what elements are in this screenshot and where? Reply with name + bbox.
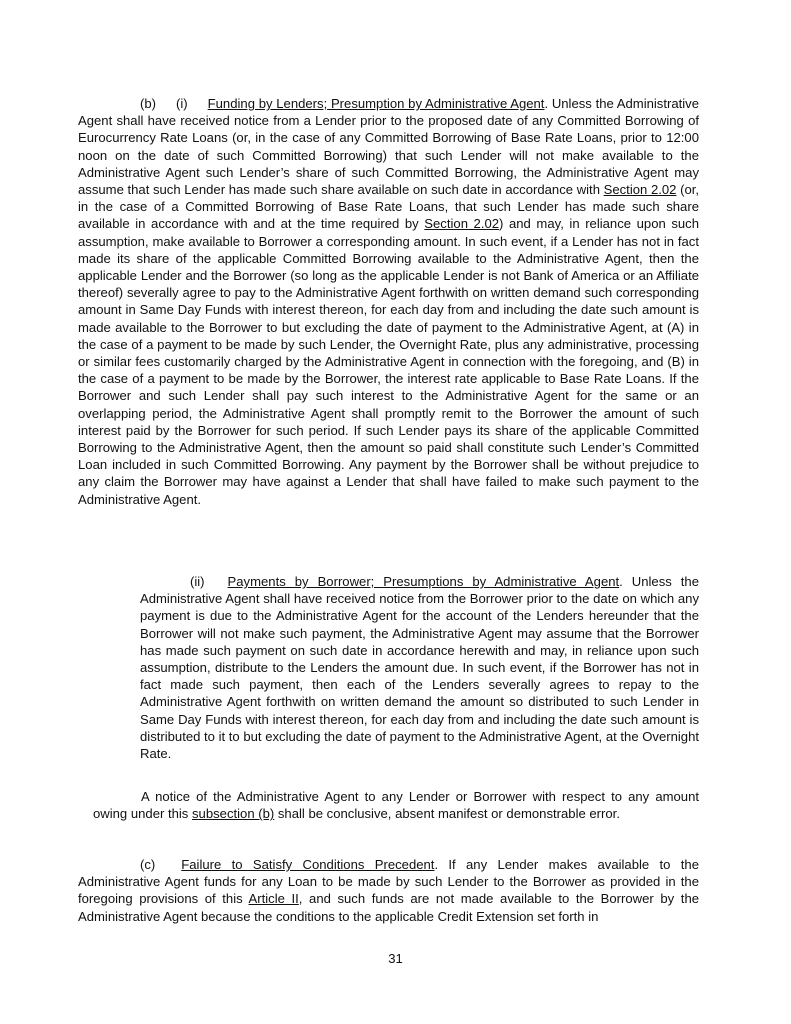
paragraph-ii-label: (ii) bbox=[190, 574, 205, 589]
paragraph-ii-text: . Unless the Administrative Agent shall have received notice from the Borrower prior to the date on which any payment is due to the Administrative Agent for the account of the Lenders hereunder that the Borrower will not make such payment, the Administrative Agent may assume that the Borrower has made such payment on such date in accordance herewith and may, in reliance upon such assumption, distribute to the Lenders the amount due. In such event, if the Borrower has not in fact made such payment, then each of the Lenders severally agrees to repay to the Administrative Agent forthwith on written demand the amount so distributed to such Lender in Same Day Funds with interest thereon, for each day from and including the date such amount is distributed to it to but excluding the date of payment to the Administrative Agent, at the Overnight Rate. bbox=[140, 574, 700, 762]
paragraph-c-label: (c) bbox=[140, 857, 156, 872]
paragraph-ii-heading: Payments by Borrower; Presumptions by Administrative Agent bbox=[227, 574, 620, 589]
page-number: 31 bbox=[388, 951, 403, 966]
paragraph-c bbox=[78, 856, 699, 925]
section-ref-2-02-a: Section 2.02 bbox=[603, 182, 677, 198]
notice-text-2: shall be conclusive, absent manifest or demonstrable error. bbox=[274, 806, 620, 822]
paragraph-b bbox=[78, 95, 699, 508]
paragraph-b-text-2: (or, in the case of a Committed Borrowing of Base Rate Loans, that such Lender has made such share available in accordance with and at the time required by bbox=[78, 182, 699, 232]
notice-text-1: A notice of the Administrative Agent to any Lender or Borrower with respect to any amount owing under this bbox=[93, 789, 699, 822]
paragraph-b-i-label: (i) bbox=[176, 96, 188, 111]
paragraph-b-text-1: . Unless the Administrative Agent shall have received notice from a Lender prior to the proposed date of any Committed Borrowing of Eurocurrency Rate Loans (or, in the case of any Committed Borrowing of Base Rate Loans, prior to 12:00 noon on the date of such Committed Borrowing) that such Lender will not make available to the Administrative Agent such Lender’s share of such Committed Borrowing, the Administrative Agent may assume that such Lender has made such share available on such date in accordance with bbox=[78, 96, 699, 198]
paragraph-b-heading: Funding by Lenders; Presumption by Administrative Agent bbox=[207, 96, 545, 111]
subsection-ref-b: subsection (b) bbox=[192, 806, 275, 822]
article-ref-ii: Article II bbox=[248, 891, 299, 907]
paragraph-b-text-3: ) and may, in reliance upon such assumption, make available to Borrower a corresponding amount. In such event, if a Lender has not in fact made its share of the applicable Committed Borrowing available to the Administrative Agent, then the applicable Lender and the Borrower (so long as the applicable Lender is not Bank of America or an Affiliate thereof) severally agree to pay to the Administrative Agent forthwith on written demand such corresponding amount in Same Day Funds with interest thereon, for each day from and including the date such amount is made available to the Borrower to but excluding the date of payment to the Administrative Agent, at (A) in the case of a payment to be made by such Lender, the Overnight Rate, plus any administrative, processing or similar fees customarily charged by the Administrative Agent in connection with the foregoing, and (B) in the case of a payment to be made by the Borrower, the interest rate applicable to Base Rate Loans. If the Borrower and such Lender shall pay such interest to the Administrative Agent for the same or an overlapping period, the Administrative Agent shall promptly remit to the Borrower the amount of such interest paid by the Borrower for such period. If such Lender pays its share of the applicable Committed Borrowing to the Administrative Agent, then the amount so paid shall constitute such Lender’s Committed Loan included in such Committed Borrowing. Any payment by the Borrower shall be without prejudice to any claim the Borrower may have against a Lender that shall have failed to make such payment to the Administrative Agent. bbox=[78, 216, 699, 507]
paragraph-c-text-2: , and such funds are not made available to the Borrower by the Administrative Agent because the conditions to the applicable Credit Extension set forth in bbox=[78, 891, 700, 924]
paragraph-b-ii bbox=[140, 573, 699, 762]
paragraph-c-text-1: . If any Lender makes available to the Administrative Agent funds for any Loan to be made by such Lender to the Borrower as provided in the foregoing provisions of this bbox=[78, 857, 699, 907]
paragraph-b-label: (b) bbox=[140, 96, 157, 111]
paragraph-c-heading: Failure to Satisfy Conditions Precedent bbox=[181, 857, 435, 872]
section-ref-2-02-b: Section 2.02 bbox=[424, 216, 500, 232]
notice-paragraph bbox=[93, 788, 699, 822]
